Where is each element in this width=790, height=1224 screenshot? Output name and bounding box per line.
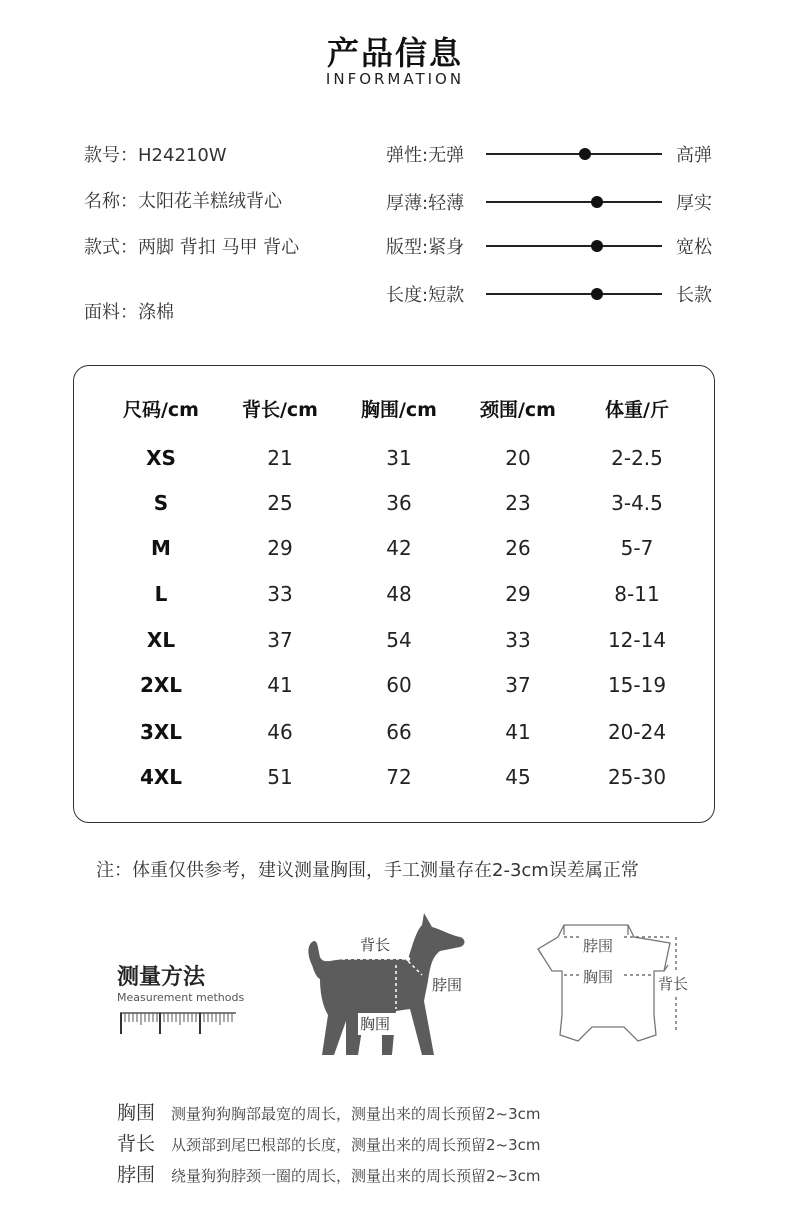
table-cell: 41: [267, 673, 293, 697]
attribute-high-label: 厚实: [676, 193, 712, 214]
table-cell: 5-7: [620, 536, 654, 560]
table-cell: 20-24: [607, 720, 667, 744]
disclaimer-note: 注：体重仅供参考，建议测量胸围，手工测量存在2-3cm误差属正常: [96, 860, 639, 881]
table-header: 尺码/cm: [122, 399, 199, 421]
table-cell-size: L: [154, 582, 168, 606]
dog-label-chest: 胸围: [360, 1015, 391, 1033]
garment-measure-diagram: [528, 915, 728, 1060]
table-header: 胸围/cm: [360, 399, 437, 421]
table-cell-size: XS: [146, 446, 176, 470]
table-cell: 31: [386, 446, 412, 470]
table-cell-size: XL: [146, 628, 176, 652]
dog-label-back: 背长: [360, 936, 391, 954]
attribute-length: [386, 281, 726, 305]
table-cell: 54: [386, 628, 412, 652]
attribute-label: 厚薄:轻薄: [386, 193, 465, 214]
table-cell: 36: [386, 491, 412, 515]
attribute-label: 版型:紧身: [386, 237, 465, 258]
size-table: [73, 365, 715, 823]
table-cell: 48: [386, 582, 412, 606]
table-cell: 2-2.5: [611, 446, 663, 470]
garment-label-neck: 脖围: [583, 937, 614, 955]
scale-marker: [591, 240, 603, 252]
table-cell: 41: [505, 720, 531, 744]
description-neck: [117, 1160, 541, 1187]
table-cell: 21: [267, 446, 293, 470]
attribute-high-label: 高弹: [676, 145, 712, 166]
table-cell: 23: [505, 491, 531, 515]
table-cell: 33: [267, 582, 293, 606]
dog-label-neck: 脖围: [432, 976, 463, 994]
description-text: 测量狗狗胸部最宽的周长，测量出来的周长预留2~3cm: [171, 1105, 541, 1123]
attribute-label: 长度:短款: [386, 285, 465, 306]
product-name: 名称：太阳花羊糕绒背心: [84, 191, 282, 212]
table-cell: 66: [386, 720, 412, 744]
scale-line: [486, 293, 662, 295]
measure-subtitle: Measurement methods: [117, 991, 245, 1004]
table-cell: 12-14: [607, 628, 667, 652]
table-cell: 25: [267, 491, 293, 515]
table-header: 体重/斤: [605, 399, 669, 421]
table-cell: 42: [386, 536, 412, 560]
attribute-high-label: 长款: [676, 285, 712, 306]
page-subtitle: INFORMATION: [325, 70, 465, 88]
scale-line: [486, 201, 662, 203]
measure-title: 测量方法: [117, 965, 206, 990]
description-text: 从颈部到尾巴根部的长度，测量出来的周长预留2~3cm: [171, 1136, 541, 1154]
description-text: 绕量狗狗脖颈一圈的周长，测量出来的周长预留2~3cm: [171, 1167, 541, 1185]
table-cell: 26: [505, 536, 531, 560]
table-cell: 37: [267, 628, 293, 652]
ruler-icon: [120, 1012, 236, 1036]
table-cell-size: 2XL: [139, 673, 183, 697]
table-cell: 20: [505, 446, 531, 470]
table-cell: 29: [267, 536, 293, 560]
table-cell-size: M: [151, 536, 171, 560]
table-cell: 25-30: [607, 765, 667, 789]
table-header: 颈围/cm: [479, 399, 556, 421]
table-cell-size: S: [153, 491, 169, 515]
table-cell: 45: [505, 765, 531, 789]
description-term: 脖围: [117, 1164, 156, 1186]
table-cell-size: 3XL: [139, 720, 183, 744]
table-cell: 60: [386, 673, 412, 697]
product-fabric: 面料：涤棉: [84, 302, 174, 323]
scale-marker: [591, 288, 603, 300]
description-term: 背长: [117, 1133, 156, 1155]
page-title: 产品信息: [326, 34, 463, 72]
scale-line: [486, 245, 662, 247]
dog-measure-diagram: [300, 905, 490, 1065]
table-cell: 72: [386, 765, 412, 789]
garment-label-back: 背长: [658, 975, 689, 993]
attribute-elasticity: [386, 141, 726, 165]
product-model: 款号：H24210W: [84, 145, 227, 166]
table-cell-size: 4XL: [139, 765, 183, 789]
table-cell: 3-4.5: [611, 491, 663, 515]
attribute-high-label: 宽松: [676, 237, 712, 258]
table-cell: 33: [505, 628, 531, 652]
description-back: [117, 1129, 541, 1156]
description-chest: [117, 1098, 541, 1125]
scale-marker: [591, 196, 603, 208]
table-cell: 8-11: [614, 582, 660, 606]
description-term: 胸围: [117, 1102, 156, 1124]
table-cell: 46: [267, 720, 293, 744]
table-cell: 51: [267, 765, 293, 789]
table-cell: 37: [505, 673, 531, 697]
table-cell: 29: [505, 582, 531, 606]
product-style: 款式：两脚 背扣 马甲 背心: [84, 237, 300, 258]
attribute-fit: [386, 233, 726, 257]
table-header: 背长/cm: [241, 399, 318, 421]
scale-line: [486, 153, 662, 155]
garment-label-chest: 胸围: [583, 968, 614, 986]
scale-marker: [579, 148, 591, 160]
attribute-thickness: [386, 189, 726, 213]
table-cell: 15-19: [607, 673, 667, 697]
attribute-label: 弹性:无弹: [386, 145, 465, 166]
